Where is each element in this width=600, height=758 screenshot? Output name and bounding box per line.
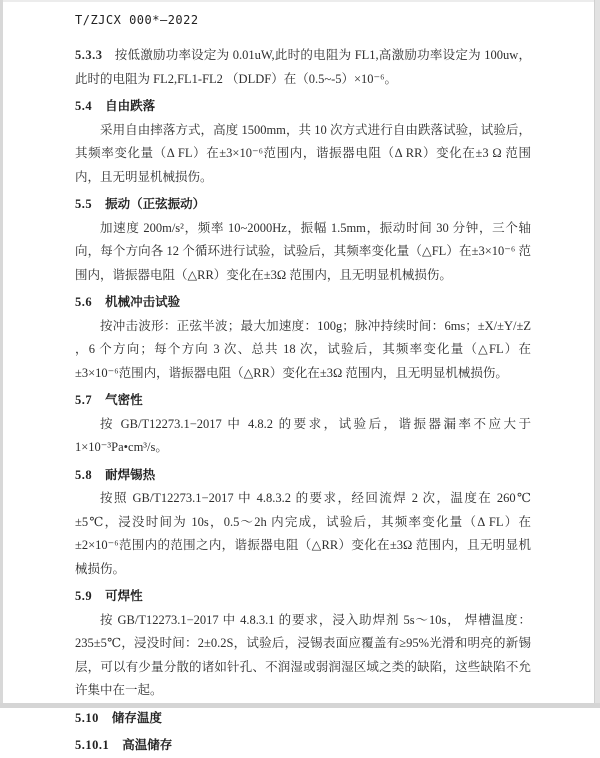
section-heading-5-6 — [75, 291, 531, 315]
section-heading-5-8 — [75, 464, 531, 488]
section-heading-5-10-1 — [75, 734, 531, 758]
page-edge-right — [594, 0, 600, 708]
section-number: 5.10 — [75, 710, 99, 725]
section-title: 振动（正弦振动） — [105, 197, 206, 211]
body-paragraph: 按照 GB/T12273.1−2017 中 4.8.3.2 的要求，经回流焊 2 次，温度在 260℃±5℃，浸没时间为 10s，0.5～2h 内完成，试验后，其频率变化量（Δ FL）在±2×10⁻⁶范围内的范围之内，谐振器电阻（△RR）变化在±3Ω 范围内，且无明显机械损伤。 — [75, 491, 531, 576]
section-number: 5.7 — [75, 393, 93, 407]
body-paragraph: 按冲击波形：正弦半波；最大加速度：100g；脉冲持续时间：6ms；±X/±Y/±Z ，6 个方向；每个方向 3 次、总共 18 次，试验后，其频率变化量（△FL）在±3×10⁻⁶范围内，谐振器电阻（△RR）变化在±3Ω 范围内，且无明显机械损伤。 — [75, 318, 531, 380]
section-number: 5.6 — [75, 295, 93, 309]
section-number: 5.9 — [75, 589, 93, 603]
clause-number: 5.3.3 — [75, 48, 103, 62]
section-title: 高温储存 — [122, 738, 173, 752]
section-title: 储存温度 — [111, 710, 162, 725]
page-edge-left — [0, 0, 3, 708]
section-heading-5-4 — [75, 95, 531, 119]
clause-text: 按低激励功率设定为 0.01uW,此时的电阻为 FL1,高激励功率设定为 100uw， 此时的电阻为 FL2,FL1-FL2 （DLDF）在（0.5~-5）×10⁻⁶。 — [75, 48, 531, 86]
page-edge-top — [0, 0, 600, 2]
body-paragraph: 加速度 200m/s²，频率 10~2000Hz，振幅 1.5mm，振动时间 30 分钟，三个轴向，每个方向各 12 个循环进行试验，试验后，其频率变化量（△FL）在±3×10⁻⁶ 范围内，谐振器电阻（△RR）变化在±3Ω 范围内，且无明显机械损伤。 — [75, 220, 531, 282]
section-heading-5-9 — [75, 585, 531, 609]
section-heading-5-5 — [75, 193, 531, 217]
section-title: 耐焊锡热 — [105, 467, 156, 482]
document-blocks — [75, 44, 531, 758]
section-number: 5.5 — [75, 197, 93, 211]
section-number: 5.4 — [75, 99, 93, 113]
standard-number-header: T/ZJCX 000*—2022 — [75, 13, 199, 27]
section-number: 5.8 — [75, 467, 93, 482]
section-title: 可焊性 — [105, 589, 143, 603]
section-title: 气密性 — [105, 393, 143, 407]
body-paragraph: 按 GB/T12273.1−2017 中 4.8.3.1 的要求，浸入助焊剂 5s～10s， 焊槽温度：235±5℃，浸没时间：2±0.2S，试验后，浸锡表面应覆盖有≥95%光滑和明亮的新锡层，可以有少量分散的诸如针孔、不润湿或弱润湿区域之类的缺陷，这些缺陷不允许集中在一起。 — [75, 612, 531, 697]
section-heading-5-10 — [75, 707, 531, 731]
section-heading-5-7 — [75, 389, 531, 413]
section-title: 自由跌落 — [105, 99, 156, 113]
section-number: 5.10.1 — [75, 738, 110, 752]
clause-paragraph-5-3-3 — [75, 44, 531, 91]
page-content — [75, 12, 531, 758]
body-paragraph: 按 GB/T12273.1−2017 中 4.8.2 的要求，试验后，谐振器漏率不应大于 1×10⁻³Pa•cm³/s。 — [75, 416, 531, 454]
body-paragraph: 采用自由摔落方式，高度 1500mm，共 10 次方式进行自由跌落试验，试验后，其频率变化量（Δ FL）在±3×10⁻⁶范围内，谐振器电阻（Δ RR）变化在±3 Ω 范围内，且无明显机械损伤。 — [75, 122, 531, 184]
section-title: 机械冲击试验 — [105, 295, 181, 309]
